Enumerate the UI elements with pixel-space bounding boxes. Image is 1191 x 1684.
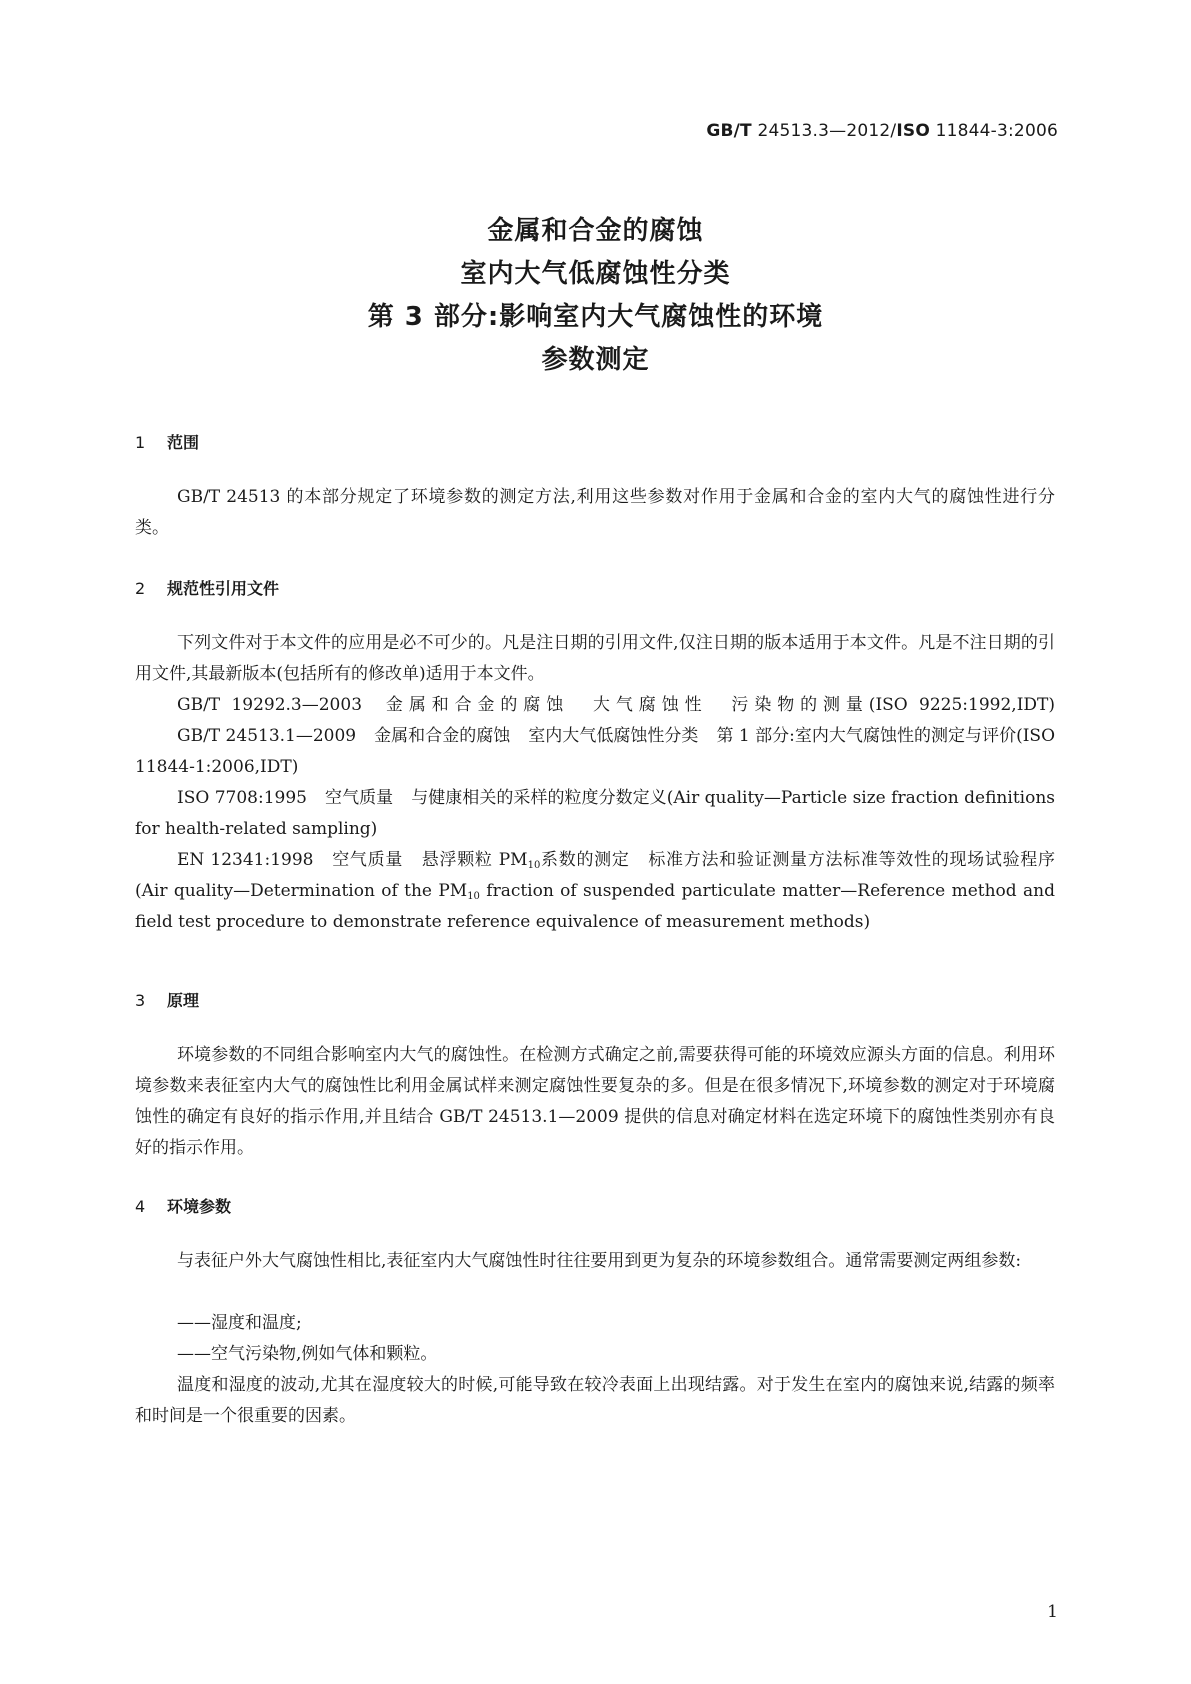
ref-title-part: 大气腐蚀性 — [587, 695, 708, 715]
ref-code: EN 12341:1998 — [177, 850, 314, 870]
header-iso-bold: ISO — [896, 121, 930, 141]
section-3-paragraph: 环境参数的不同组合影响室内大气的腐蚀性。在检测方式确定之前,需要获得可能的环境效应源头方面的信息。利用环境参数来表征室内大气的腐蚀性比利用金属试样来测定腐蚀性要复杂的多。但是在很多情况下,环境参数的测定对于环境腐蚀性的确定有良好的指示作用,并且结合 GB/T 24513.1—2009 提供的信息对确定材料在选定环境下的腐蚀性类别亦有良好的指示作用。 — [135, 1045, 1055, 1158]
section-title: 规范性引用文件 — [167, 579, 280, 598]
title-line-3: 第 3 部分:影响室内大气腐蚀性的环境 — [367, 302, 824, 332]
header-iso-number: 11844-3:2006 — [929, 121, 1058, 141]
header-code-number: 24513.3—2012/ — [751, 121, 897, 141]
section-1-paragraph: GB/T 24513 的本部分规定了环境参数的测定方法,利用这些参数对作用于金属和合金的室内大气的腐蚀性进行分类。 — [135, 487, 1055, 538]
section-number: 2 — [135, 579, 146, 598]
section-4-paragraph-2: 温度和湿度的波动,尤其在湿度较大的时候,可能导致在较冷表面上出现结露。对于发生在室内的腐蚀来说,结露的频率和时间是一个很重要的因素。 — [135, 1375, 1055, 1426]
reference-gb-19292-3 — [135, 690, 1055, 721]
list-item: ——空气污染物,例如气体和颗粒。 — [177, 1344, 438, 1364]
ref-title-part: 与健康相关的采样的粒度分数定义(Air quality—Particle size fraction definitions for health-related sampling) — [135, 788, 1055, 839]
reference-en-12341 — [135, 845, 1055, 938]
section-number: 1 — [135, 433, 146, 452]
ref-code: ISO 7708:1995 — [177, 788, 307, 808]
title-line-1: 金属和合金的腐蚀 — [487, 216, 704, 246]
section-number: 3 — [135, 991, 146, 1010]
document-code-header — [706, 121, 1058, 141]
ref-title-part: 金属和合金的腐蚀 — [380, 695, 570, 715]
ref-title-part: 标准方法和验证测量方法标准等效性的现场试验程序(Air quality—Determination of the PM — [135, 850, 1056, 901]
section-3-heading — [135, 988, 199, 1011]
section-2-paragraph: 下列文件对于本文件的应用是必不可少的。凡是注日期的引用文件,仅注日期的版本适用于本文件。凡是不注日期的引用文件,其最新版本(包括所有的修改单)适用于本文件。 — [135, 633, 1055, 684]
document-title — [0, 210, 1191, 382]
page-number: 1 — [1047, 1602, 1058, 1622]
ref-title-part: 悬浮颗粒 PM — [421, 850, 528, 870]
reference-iso-7708 — [135, 783, 1055, 845]
ref-code: GB/T 19292.3—2003 — [177, 695, 363, 715]
section-1-heading — [135, 430, 199, 453]
title-line-4: 参数测定 — [541, 345, 650, 375]
ref-title-part: fraction of suspended particulate matter—Reference method and field test procedure to demonstrate reference equivalence of measurement methods) — [135, 881, 1055, 932]
section-number: 4 — [135, 1197, 146, 1216]
ref-title-part: 系数的测定 — [540, 850, 630, 870]
ref-title-part: 污染物的测量(ISO 9225:1992,IDT) — [725, 695, 1056, 715]
section-2-heading — [135, 576, 279, 599]
section-title: 环境参数 — [167, 1197, 232, 1216]
section-title: 范围 — [167, 433, 200, 452]
section-4-heading — [135, 1194, 231, 1217]
subscript: 10 — [527, 860, 541, 871]
ref-title-part: 空气质量 — [325, 788, 394, 808]
section-4-paragraph-1: 与表征户外大气腐蚀性相比,表征室内大气腐蚀性时往往要用到更为复杂的环境参数组合。通常需要测定两组参数: — [177, 1251, 1022, 1271]
subscript: 10 — [467, 891, 480, 902]
ref-title-part: 第 1 部分:室内大气腐蚀性的测定与评价(ISO 11844-1:2006,IDT) — [135, 726, 1056, 777]
section-title: 原理 — [167, 991, 200, 1010]
reference-gb-24513-1 — [135, 721, 1055, 783]
header-code-bold: GB/T — [706, 121, 752, 141]
ref-code: GB/T 24513.1—2009 — [177, 726, 357, 746]
list-item: ——湿度和温度; — [177, 1313, 302, 1333]
ref-title-part: 空气质量 — [331, 850, 404, 870]
title-line-2: 室内大气低腐蚀性分类 — [460, 259, 731, 289]
ref-title-part: 室内大气低腐蚀性分类 — [528, 726, 699, 746]
ref-title-part: 金属和合金的腐蚀 — [374, 726, 511, 746]
